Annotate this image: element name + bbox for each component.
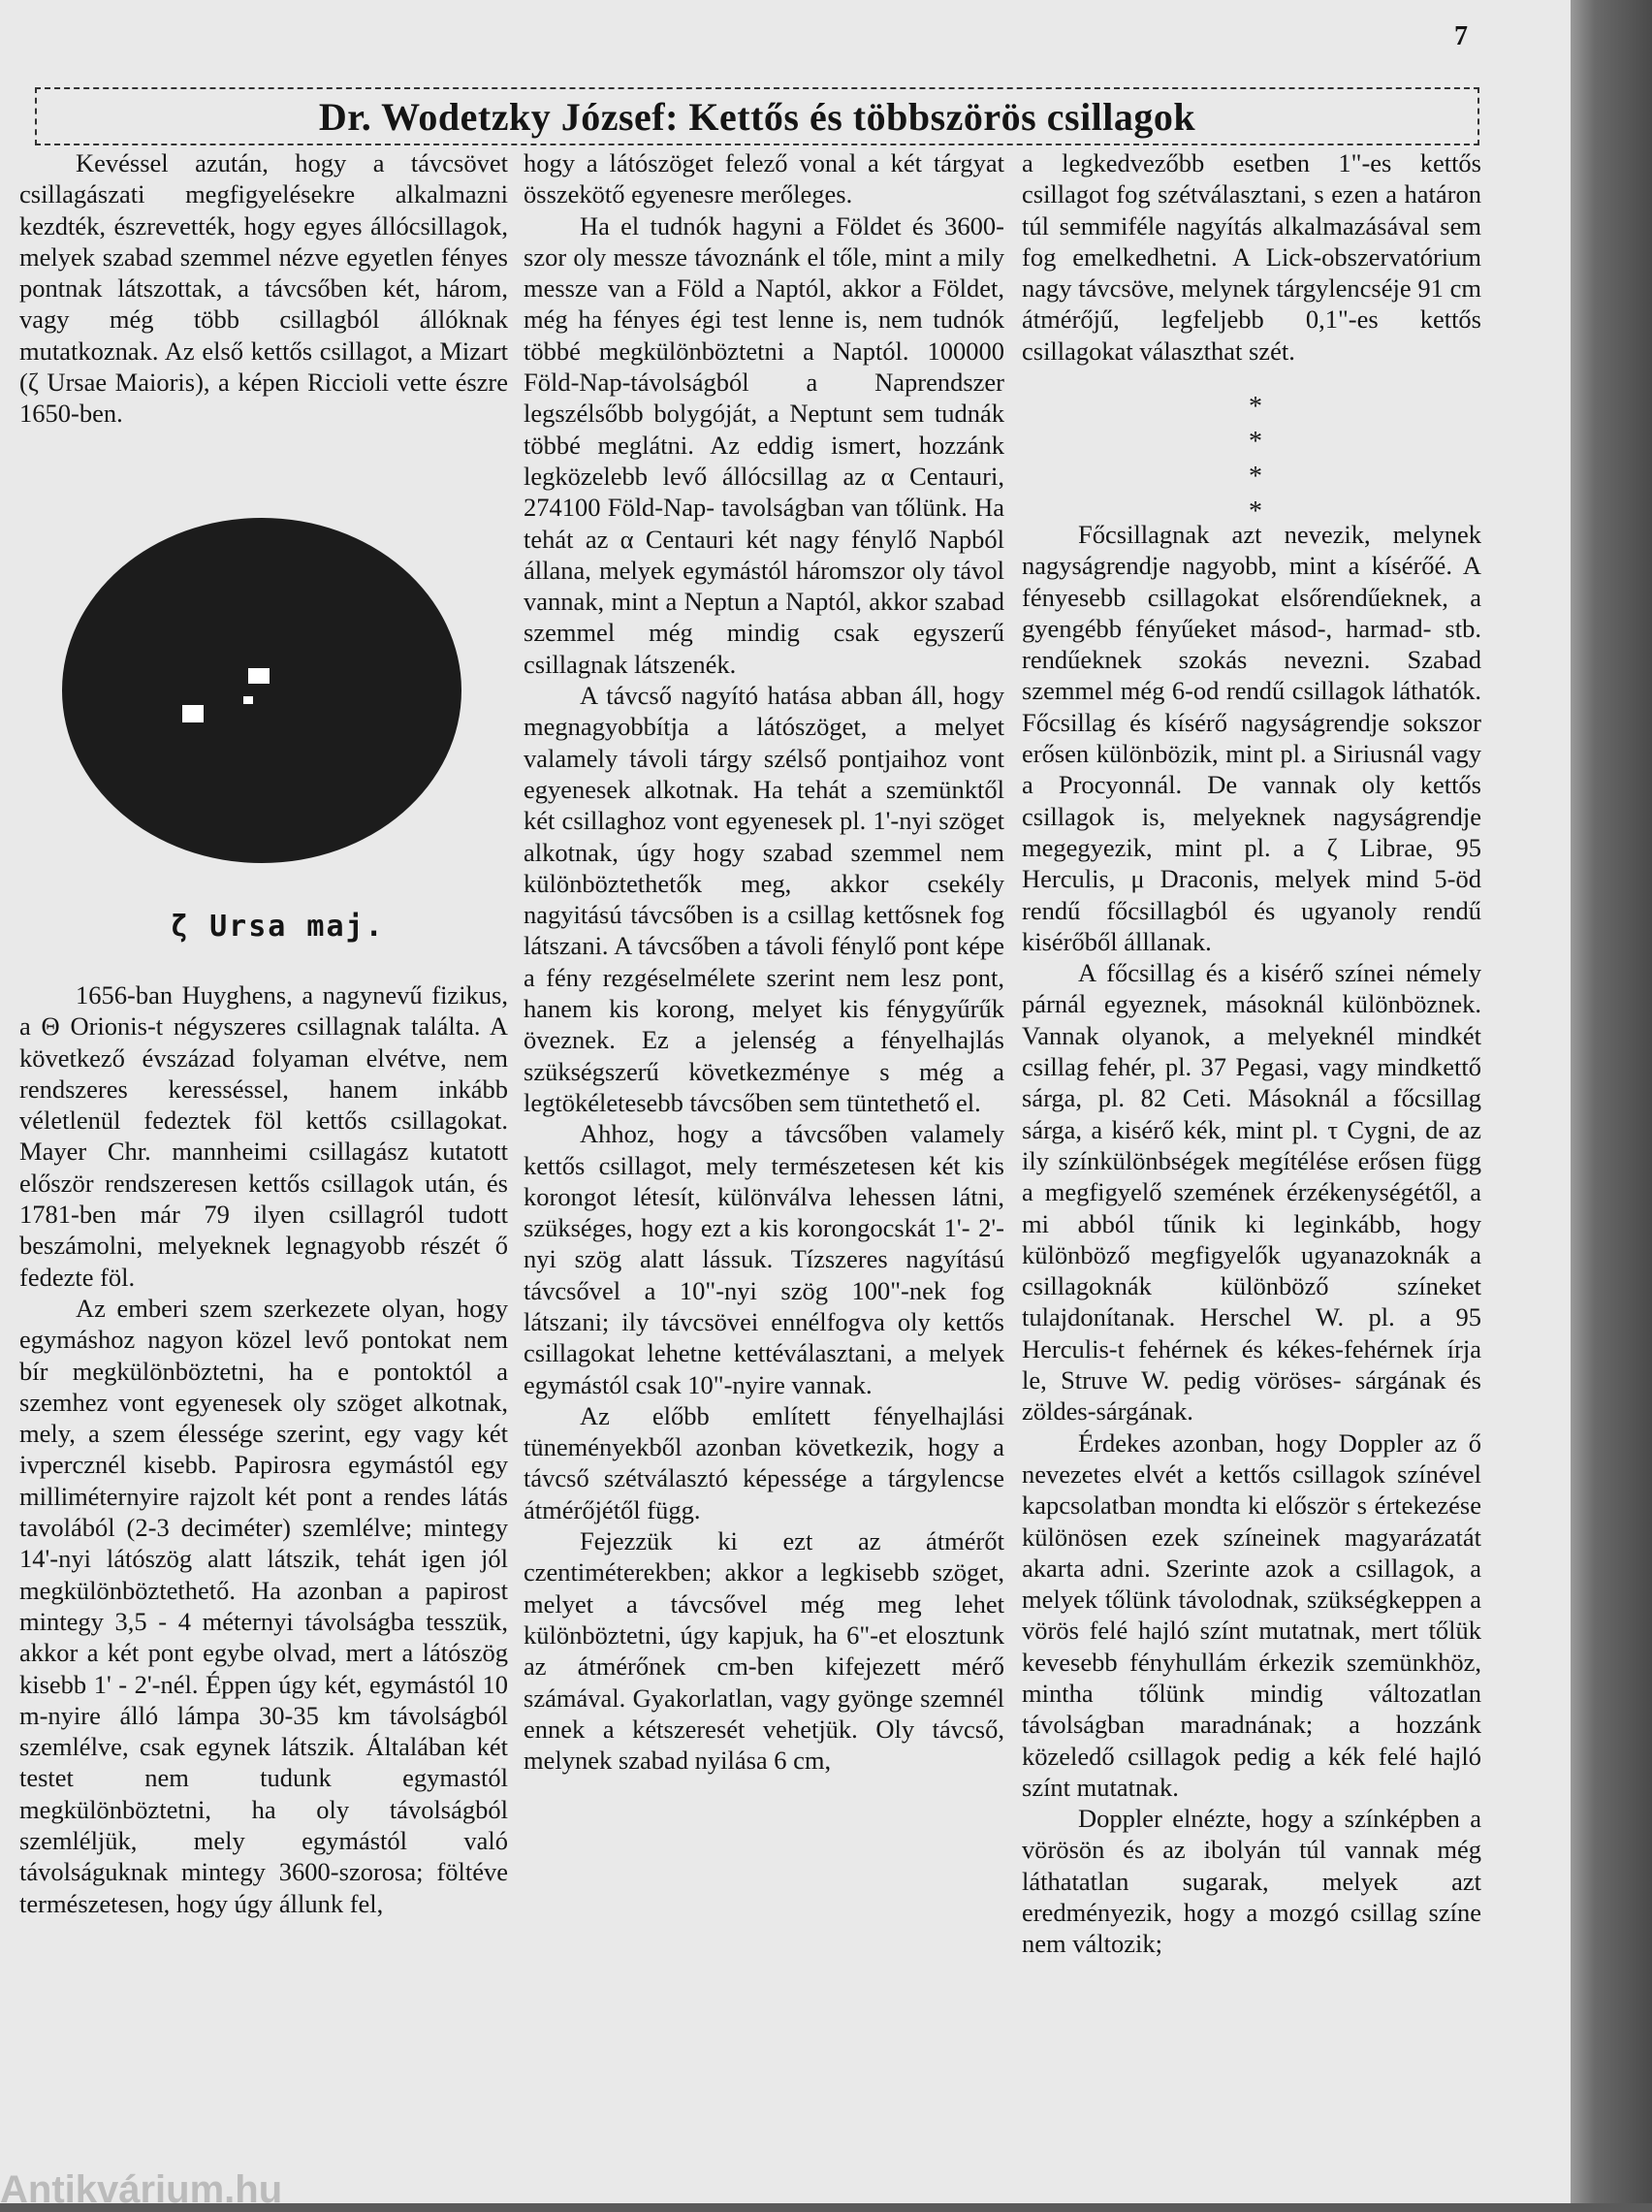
paragraph: Főcsillagnak azt nevezik, melynek nagyságrendje nagyobb, mint a kísérőé. A fényesebb csillagokat elsőrendűeknek, a gyengébb fényűeket másod-, harmad- stb. rendűeknek szokás nevezni. Szabad szemmel még 6-od rendű csillagok láthatók. Főcsillag és kísérő nagyságrendje sokszor erősen különbözik, mint pl. a Siriusnál vagy a Procyonnál. De vannak oly kettős csillagok is, melyeknek nagyságrendje megegyezik, mint pl. a ζ Librae, 95 Herculis, μ Draconis, melyek mind 5-öd rendű főcsillagból és ugyanoly rendű kisérőből álllanak.	[1022, 520, 1481, 956]
column-3-top	[1022, 147, 1481, 367]
paragraph: A távcső nagyító hatása abban áll, hogy megnagyobbítja a látószöget, a melyet valamely távoli tárgy szélső pontjaihoz vont egyenesek alkotnak. Ha tehát a szemünktől két csillaghoz vont egyenesek pl. 1'-nyi szöget alkotnak, úgy hogy szabad szemmel nem különböztethetők meg, akkor csekély nagyitású távcsőben is a csillag kettősnek fog látszani. A távcsőben a távoli fénylő pont képe a fény rezgéselmélete szerint nem lesz pont, hanem kis korong, melyet kis fénygyűrűk öveznek. Ez a jelenség a fényelhajlás szükségszerű következménye s még a legtökéletesebb távcsőben sem tüntethető el.	[524, 681, 1004, 1117]
telescope-field-disc	[62, 518, 461, 863]
figure-caption: ζ Ursa maj.	[171, 910, 385, 944]
watermark: Antikvárium.hu	[0, 2168, 283, 2211]
page-edge-shadow	[1571, 0, 1652, 2203]
page-number: 7	[1454, 21, 1468, 51]
paragraph: A főcsillag és a kisérő színei némely párnál egyeznek, másoknál különböznek. Vannak olyanok, a melyeknél mindkét csillag fehér, pl. 37 Pegasi, vagy mindkettő sárga, pl. 82 Ceti. Másoknál a főcsillag sárga, a kisérő kék, mint pl. τ Cygni, de az ily színkülönbségek megítélése erősen függ a megfigyelő szemének érzékenységétől, a mi abból tűnik ki leginkább, hogy különböző megfigyelők ugyanazoknák a csillagoknák különböző színeket tulajdonítanak. Herschel W. pl. a 95 Herculis-t fehérnek és kékes-fehérnek írja le, Struve W. pedig vöröses- sárgának és zöldes-sárgának.	[1022, 958, 1481, 1427]
paragraph: Ahhoz, hogy a távcsőben valamely kettős csillagot, mely természetesen két kis korongot létesít, különválva lehessen látni, szükséges, hogy ezt a kis korongocskát 1'- 2'-nyi szög alatt lássuk. Tízszeres nagyítású távcsővel a 10"-nyi szög 100"-nek fog látszani; ily távcsövei ennélfogva oly kettős csillagokat lehetne kettéválasztani, a melyek egymástól csak 10"-nyire vannak.	[524, 1119, 1004, 1399]
paragraph: hogy a látószöget felező vonal a két tárgyat összekötő egyenesre merőleges.	[524, 148, 1004, 209]
title-box	[35, 87, 1479, 145]
paragraph: 1656-ban Huyghens, a nagynevű fizikus, a Θ Orionis-t négyszeres csillagnak találta. A következő évszázad folyaman elvétve, nem rendszeres keresséssel, hanem inkább véletlenül fedeztek föl kettős csillagokat. Mayer Chr. mannheimi csillagász kutatott először rendszeresen kettős csillagok után, és 1781-ben már 79 ilyen csillagról tudott beszámolni, melyeknek legnagyobb részét ő fedezte föl.	[19, 980, 508, 1292]
article-title: Dr. Wodetzky József: Kettős és többszörös csillagok	[318, 94, 1196, 139]
column-2	[524, 147, 1004, 1776]
paragraph: Ha el tudnók hagyni a Földet és 3600-szor oly messze távoznánk el tőle, mint a mily messze van a Föld a Naptól, akkor a Földet, még ha fényes égi test lenne is, nem tudnók többé megkülönböztetni a Naptól. 100000 Föld-Nap-távolságból a Naprendszer legszélsőbb bolygóját, a Neptunt sem tudnák többé meglátni. Az eddig ismert, hozzánk legközelebb levő állócsillag az α Centauri, 274100 Föld-Nap- tavolságban van tőlünk. Ha tehát az α Centauri két nagy fénylő Napból állana, melyek egymástól háromszor oly távol vannak, mint a Neptun a Naptól, akkor szabad szemmel még mindig csak egyszerű csillagnak látszenék.	[524, 210, 1004, 679]
paragraph: Doppler elnézte, hogy a színképben a vörösön és az ibolyán túl vannak még láthatatlan sugarak, melyek azt eredményezik, hogy a mozgó csillag színe nem változik;	[1022, 1804, 1481, 1959]
paragraph: Érdekes azonban, hogy Doppler az ő nevezetes elvét a kettős csillagok színével kapcsolatban mondta ki először s értekezése különösen ezek színeinek magyarázatát akarta adni. Szerinte azok a csillagok, a melyek tőlünk távolodnak, szükségkeppen a vörös felé hajló színt mutatnak, mert tőlük kevesebb fényhullám érkezik szemünkhöz, mintha tőlünk mindig változatlan távolságban maradnának; a hozzánk közeledő csillagok pedig a kék felé hajló színt mutatnak.	[1022, 1427, 1481, 1802]
separator-star: *	[1249, 497, 1262, 527]
paragraph: a legkedvezőbb esetben 1"-es kettős csillagot fog szétválasztani, s ezen a határon túl semmiféle nagyítás alkalmazásával sem fog emelkedhetni. A Lick-obszervatórium nagy távcsöve, melynek tárgylencséje 91 cm átmérőjű, legfeljebb 0,1"-es kettős csillagokat választhat szét.	[1022, 148, 1481, 366]
section-separator	[1241, 390, 1270, 529]
paragraph: Fejezzük ki ezt az átmérőt czentiméterekben; akkor a legkisebb szöget, melyet a távcsővel még meg lehet különböztetni, úgy kapjuk, ha 6"-et elosztunk az átmérőnek cm-ben kifejezett mérő számával. Gyakorlatlan, vagy gyönge szemnél ennek a kétszeresét vehetjük. Oly távcső, melynek szabad nyilása 6 cm,	[524, 1526, 1004, 1776]
paragraph: Az emberi szem szerkezete olyan, hogy egymáshoz nagyon közel levő pontokat nem bír megkülönböztetni, ha e pontoktól a szemhez vont egyenesek oly szöget alkotnak, mely, a szem élessége szerint, egy vagy két ivpercznél kisebb. Papirosra egymástól egy milliméternyire rajzolt két pont a rendes látás tavolából (2-3 deciméter) szemlélve; mintegy 14'-nyi látószög alatt látszik, tehát igen jól megkülönböztethető. Ha azonban a papirost mintegy 3,5 - 4 méternyi távolságba tesszük, akkor a két pont egybe olvad, mert a látószög kisebb 1' - 2'-nél. Éppen úgy két, egymástól 10 m-nyire álló lámpa 30-35 km távolságból szemlélve, csak egynek látszik. Általában két testet nem tudunk egymastól megkülönböztetni, ha oly távolságból szemléljük, mely egymástól való távolságuknak mintegy 3600-szorosa; föltéve természetesen, hogy úgy állunk fel,	[19, 1293, 508, 1918]
mizar-telescope-image	[56, 514, 473, 873]
star-alcor	[182, 705, 204, 722]
paragraph: Az előbb említett fényelhajlási tüneményekből azonban következik, hogy a távcső szétválasztó képessége a tárgylencse átmérőjétől függ.	[524, 1400, 1004, 1524]
paragraph: Kevéssel azután, hogy a távcsövet csillagászati megfigyelésekre alkalmazni kezdték, észrevették, hogy egyes állócsillagok, melyek szabad szemmel nézve egyetlen fényes pontnak látszottak, a távcsőben két, három, vagy még több csillagból állóknak mutatkoznak. Az első kettős csillagot, a Mizart (ζ Ursae Maioris), a képen Riccioli vette észre 1650-ben.	[19, 148, 508, 429]
column-3-bottom	[1022, 519, 1481, 1960]
separator-star: *	[1249, 392, 1262, 422]
separator-star: *	[1249, 462, 1262, 492]
separator-star: *	[1249, 427, 1262, 457]
star-companion	[243, 696, 253, 704]
star-primary	[248, 668, 270, 684]
column-1-top	[19, 147, 508, 430]
column-1-bottom	[19, 979, 508, 1919]
